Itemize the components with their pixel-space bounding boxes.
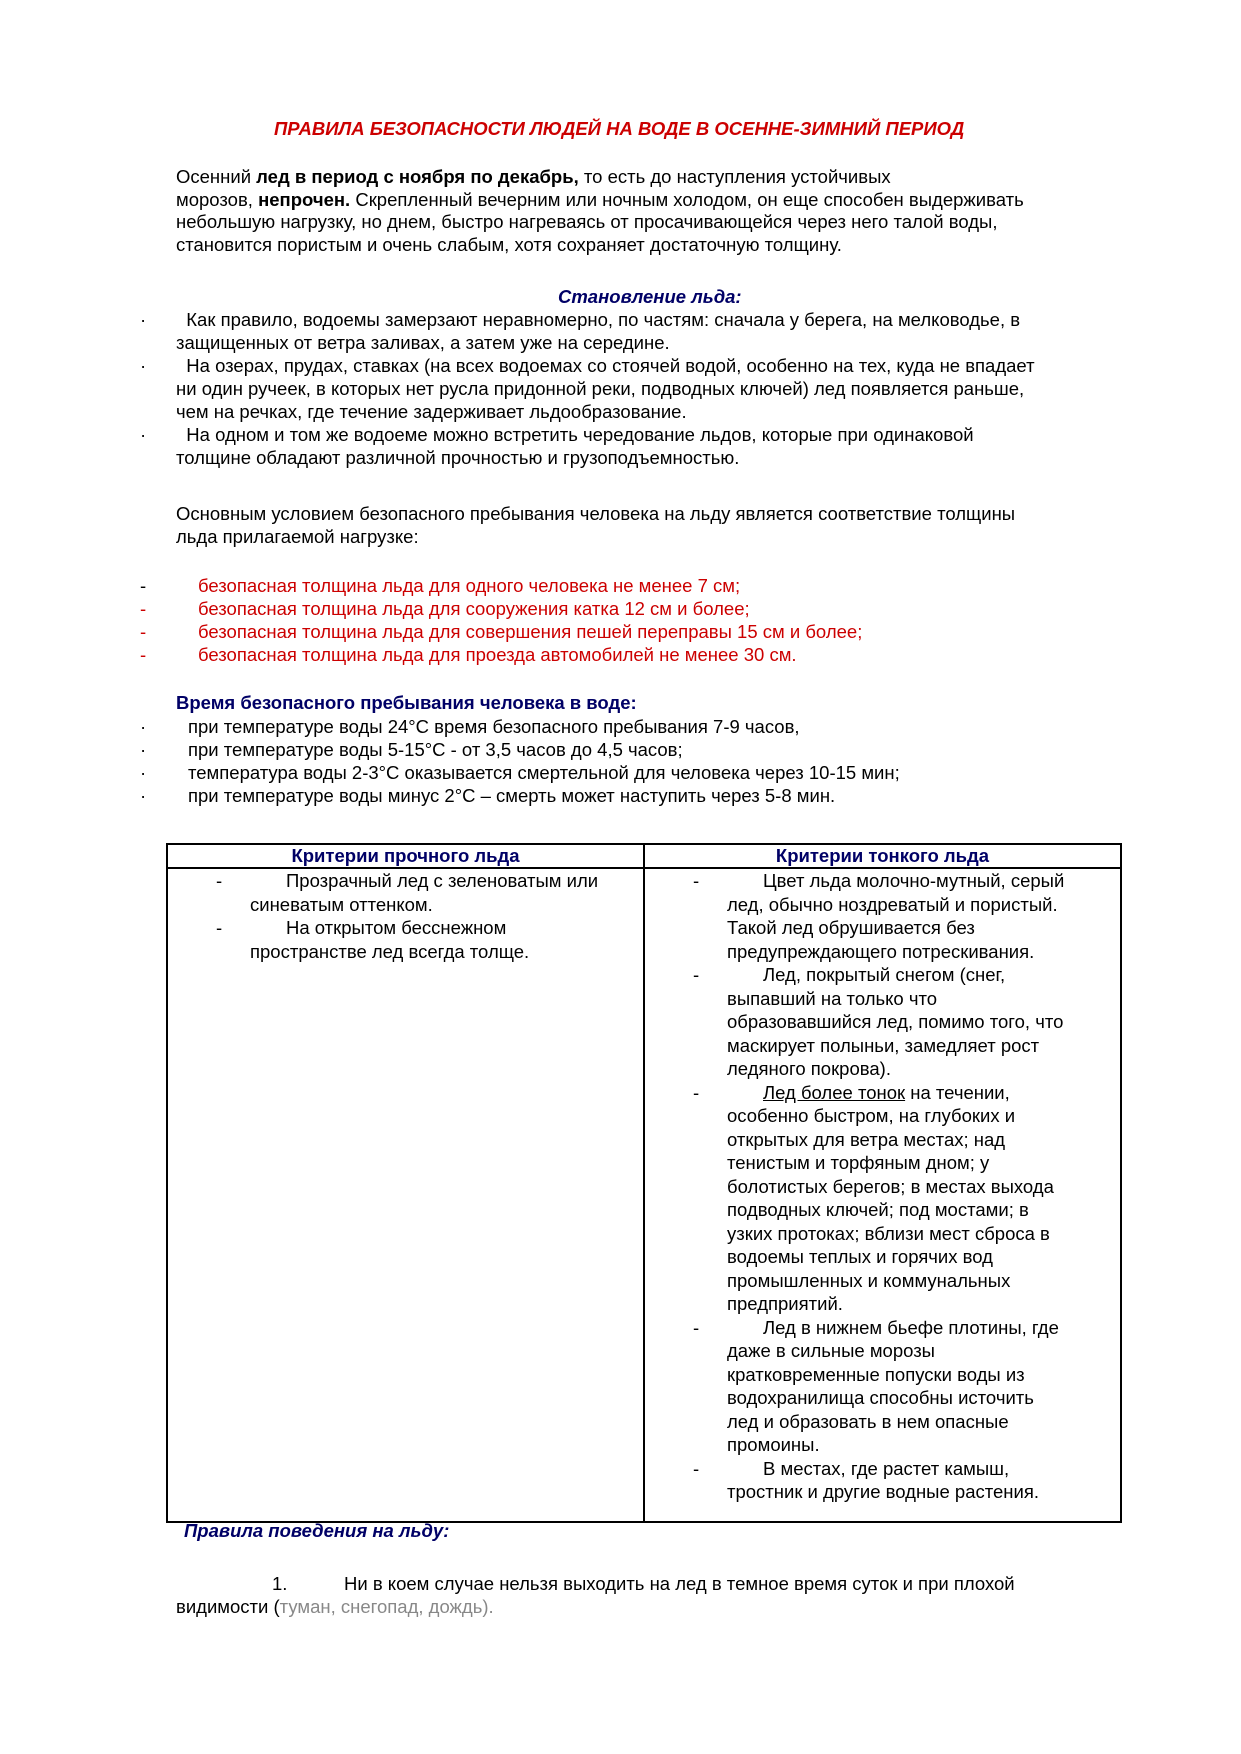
header-thin-ice: Критерии тонкого льда [644, 844, 1121, 868]
list-item-text [727, 1081, 1116, 1105]
list-item-text: предупреждающего потрескивания. [727, 940, 1035, 962]
list-item [645, 963, 1120, 1081]
underlined-text: Лед более тонок [763, 1081, 906, 1103]
rule-text: видимости ( [176, 1596, 280, 1617]
list-item [168, 869, 643, 916]
list-item-text: лед и образовать в нем опасные [727, 1410, 1009, 1432]
thickness-list [140, 574, 862, 666]
list-item-text: при температуре воды 5-15°С - от 3,5 часов до 4,5 часов; [188, 739, 683, 760]
dash-bullet: - [140, 621, 147, 642]
list-item-text: предприятий. [727, 1293, 843, 1314]
rule-number: 1. [272, 1573, 288, 1594]
behavior-rule-1 [176, 1572, 1015, 1618]
list-item [140, 423, 1035, 469]
list-item-text: ни один ручеек, в которых нет русла придонной реки, подводных ключей) лед появляется раньше, [176, 378, 1025, 399]
list-item-text: безопасная толщина льда для одного человека не менее 7 см; [198, 575, 741, 596]
intro-paragraph [176, 166, 1156, 256]
list-item [140, 761, 900, 784]
intro-text: морозов, [176, 188, 259, 210]
list-item [140, 308, 1035, 354]
list-item-text: Лед, покрытый снегом (снег, [763, 964, 1006, 985]
dash-bullet: - [140, 598, 147, 619]
list-item-text: болотистых берегов; в местах выхода [727, 1175, 1054, 1197]
bullet-dot: · [140, 355, 147, 376]
list-item-text: синеватым оттенком. [250, 893, 433, 915]
intro-text: небольшую нагрузку, но днем, быстро нагреваясь от просачивающейся через него талой воды, [176, 211, 998, 232]
bullet-dot: · [140, 716, 147, 737]
list-item [645, 1081, 1120, 1316]
list-item-text: безопасная толщина льда для сооружения катка 12 см и более; [198, 598, 750, 619]
list-item-text: безопасная толщина льда для совершения пешей переправы 15 см и более; [198, 621, 863, 642]
list-item-text: маскирует полыньи, замедляет рост [727, 1034, 1040, 1056]
list-item-text: ледяного покрова). [727, 1058, 891, 1079]
table-row [167, 868, 1121, 1522]
condition-paragraph [176, 503, 1156, 548]
list-item [645, 1316, 1120, 1457]
list-item-text: Лед в нижнем бьефе плотины, где [763, 1316, 1059, 1338]
list-item-text: На озерах, прудах, ставках (на всех водоемах со стоячей водой, особенно на тех, куда не впадает [176, 355, 1035, 376]
list-item-text: температура воды 2-3°С оказывается смертельной для человека через 10-15 мин; [188, 762, 900, 783]
list-item-text: толщине обладают различной прочностью и грузоподъемностью. [176, 447, 740, 468]
intro-text: Осенний [176, 166, 257, 187]
dash-bullet: - [693, 964, 700, 985]
bullet-dot: · [140, 785, 147, 806]
dash-bullet: - [140, 575, 147, 596]
list-item [140, 715, 900, 738]
list-item [140, 354, 1035, 423]
condition-text: льда прилагаемой нагрузке: [176, 525, 419, 547]
list-item-text: На одном и том же водоеме можно встретить чередование льдов, которые при одинаковой [176, 424, 974, 445]
dash-bullet: - [216, 917, 223, 938]
list-item-text: промышленных и коммунальных [727, 1269, 1011, 1291]
list-item-text: открытых для ветра местах; над [727, 1128, 1006, 1150]
list-item-text: Цвет льда молочно-мутный, серый [763, 870, 1065, 891]
dash-bullet: - [140, 644, 147, 665]
list-item [140, 738, 900, 761]
list-item-text: защищенных от ветра заливах, а затем уже на середине. [176, 332, 670, 353]
list-item-text: лед, обычно ноздреватый и пористый. [727, 893, 1058, 915]
dash-bullet: - [693, 1457, 700, 1479]
rule-text: Ни в коем случае нельзя выходить на лед в темное время суток и при плохой [344, 1573, 1015, 1594]
list-item-text: безопасная толщина льда для проезда автомобилей не менее 30 см. [198, 644, 797, 665]
list-item [140, 784, 900, 807]
list-item-text: даже в сильные морозы [727, 1340, 935, 1361]
list-item-text: образовавшийся лед, помимо того, что [727, 1011, 1064, 1032]
dash-bullet: - [693, 870, 700, 891]
list-item-text: водохранилища способны источить [727, 1387, 1034, 1408]
ice-criteria-table [166, 843, 1122, 1523]
list-item-text: при температуре воды минус 2°С – смерть может наступить через 5-8 мин. [188, 785, 836, 806]
dash-bullet: - [216, 870, 223, 891]
list-item-text: узких протоках; вблизи мест сброса в [727, 1222, 1050, 1244]
list-item [140, 574, 862, 597]
list-item-text: тенистым и торфяным дном; у [727, 1152, 990, 1173]
thin-ice-cell [644, 868, 1121, 1522]
list-item [645, 869, 1120, 963]
list-item-text: На открытом бесснежном [286, 917, 507, 938]
list-item-text: особенно быстром, на глубоких и [727, 1105, 1016, 1126]
list-item [168, 916, 643, 963]
dash-bullet: - [693, 1081, 700, 1103]
list-item [645, 1457, 1120, 1504]
list-item-text: выпавший на только что [727, 987, 938, 1009]
list-item-text: подводных ключей; под мостами; в [727, 1199, 1029, 1220]
header-strong-ice: Критерии прочного льда [167, 844, 644, 868]
intro-bold-weak: непрочен. [258, 188, 351, 210]
intro-text: то есть до наступления устойчивых [578, 166, 891, 187]
list-item-text: В местах, где растет камыш, [763, 1457, 1010, 1479]
water-time-list [140, 715, 900, 807]
list-item-text: промоины. [727, 1434, 820, 1455]
list-item-text: Прозрачный лед с зеленоватым или [286, 870, 599, 891]
table-header-row [167, 844, 1121, 868]
bullet-dot: · [140, 762, 147, 783]
list-item [140, 643, 862, 666]
bullet-dot: · [140, 739, 147, 760]
list-item-text: тростник и другие водные растения. [727, 1481, 1039, 1502]
condition-text: Основным условием безопасного пребывания человека на льду является соответствие толщины [176, 503, 1016, 524]
list-item-text: кратковременные попуски воды из [727, 1363, 1025, 1385]
bullet-dot: · [140, 309, 147, 330]
intro-text: Скрепленный вечерним или ночным холодом, он еще способен выдерживать [350, 188, 1024, 210]
document-title: ПРАВИЛА БЕЗОПАСНОСТИ ЛЮДЕЙ НА ВОДЕ В ОСЕННЕ-ЗИМНИЙ ПЕРИОД [274, 118, 965, 139]
list-item-text: пространстве лед всегда толще. [250, 940, 530, 962]
dash-bullet: - [693, 1316, 700, 1338]
list-item-text: при температуре воды 24°С время безопасного пребывания 7-9 часов, [188, 716, 800, 737]
list-item-text: Как правило, водоемы замерзают неравномерно, по частям: сначала у берега, на мелководье, в [176, 309, 1021, 330]
list-item-text: чем на речках, где течение задерживает льдообразование. [176, 401, 687, 422]
list-item-text-rest: на течении, [905, 1081, 1010, 1103]
intro-bold-period: лед в период с ноября по декабрь, [256, 166, 579, 187]
list-item-text: водоемы теплых и горячих вод [727, 1246, 993, 1267]
list-item-text: Такой лед обрушивается без [727, 917, 975, 938]
list-item [140, 597, 862, 620]
bullet-dot: · [140, 424, 147, 445]
water-time-heading: Время безопасного пребывания человека в воде: [176, 692, 637, 713]
intro-text: становится пористым и очень слабым, хотя сохраняет достаточную толщину. [176, 233, 842, 255]
behavior-heading: Правила поведения на льду: [184, 1520, 450, 1541]
ice-formation-list [140, 308, 1035, 469]
ice-formation-heading: Становление льда: [558, 286, 742, 307]
rule-text-grey: туман, снегопад, дождь). [279, 1596, 494, 1617]
strong-ice-cell [167, 868, 644, 1522]
list-item [140, 620, 862, 643]
